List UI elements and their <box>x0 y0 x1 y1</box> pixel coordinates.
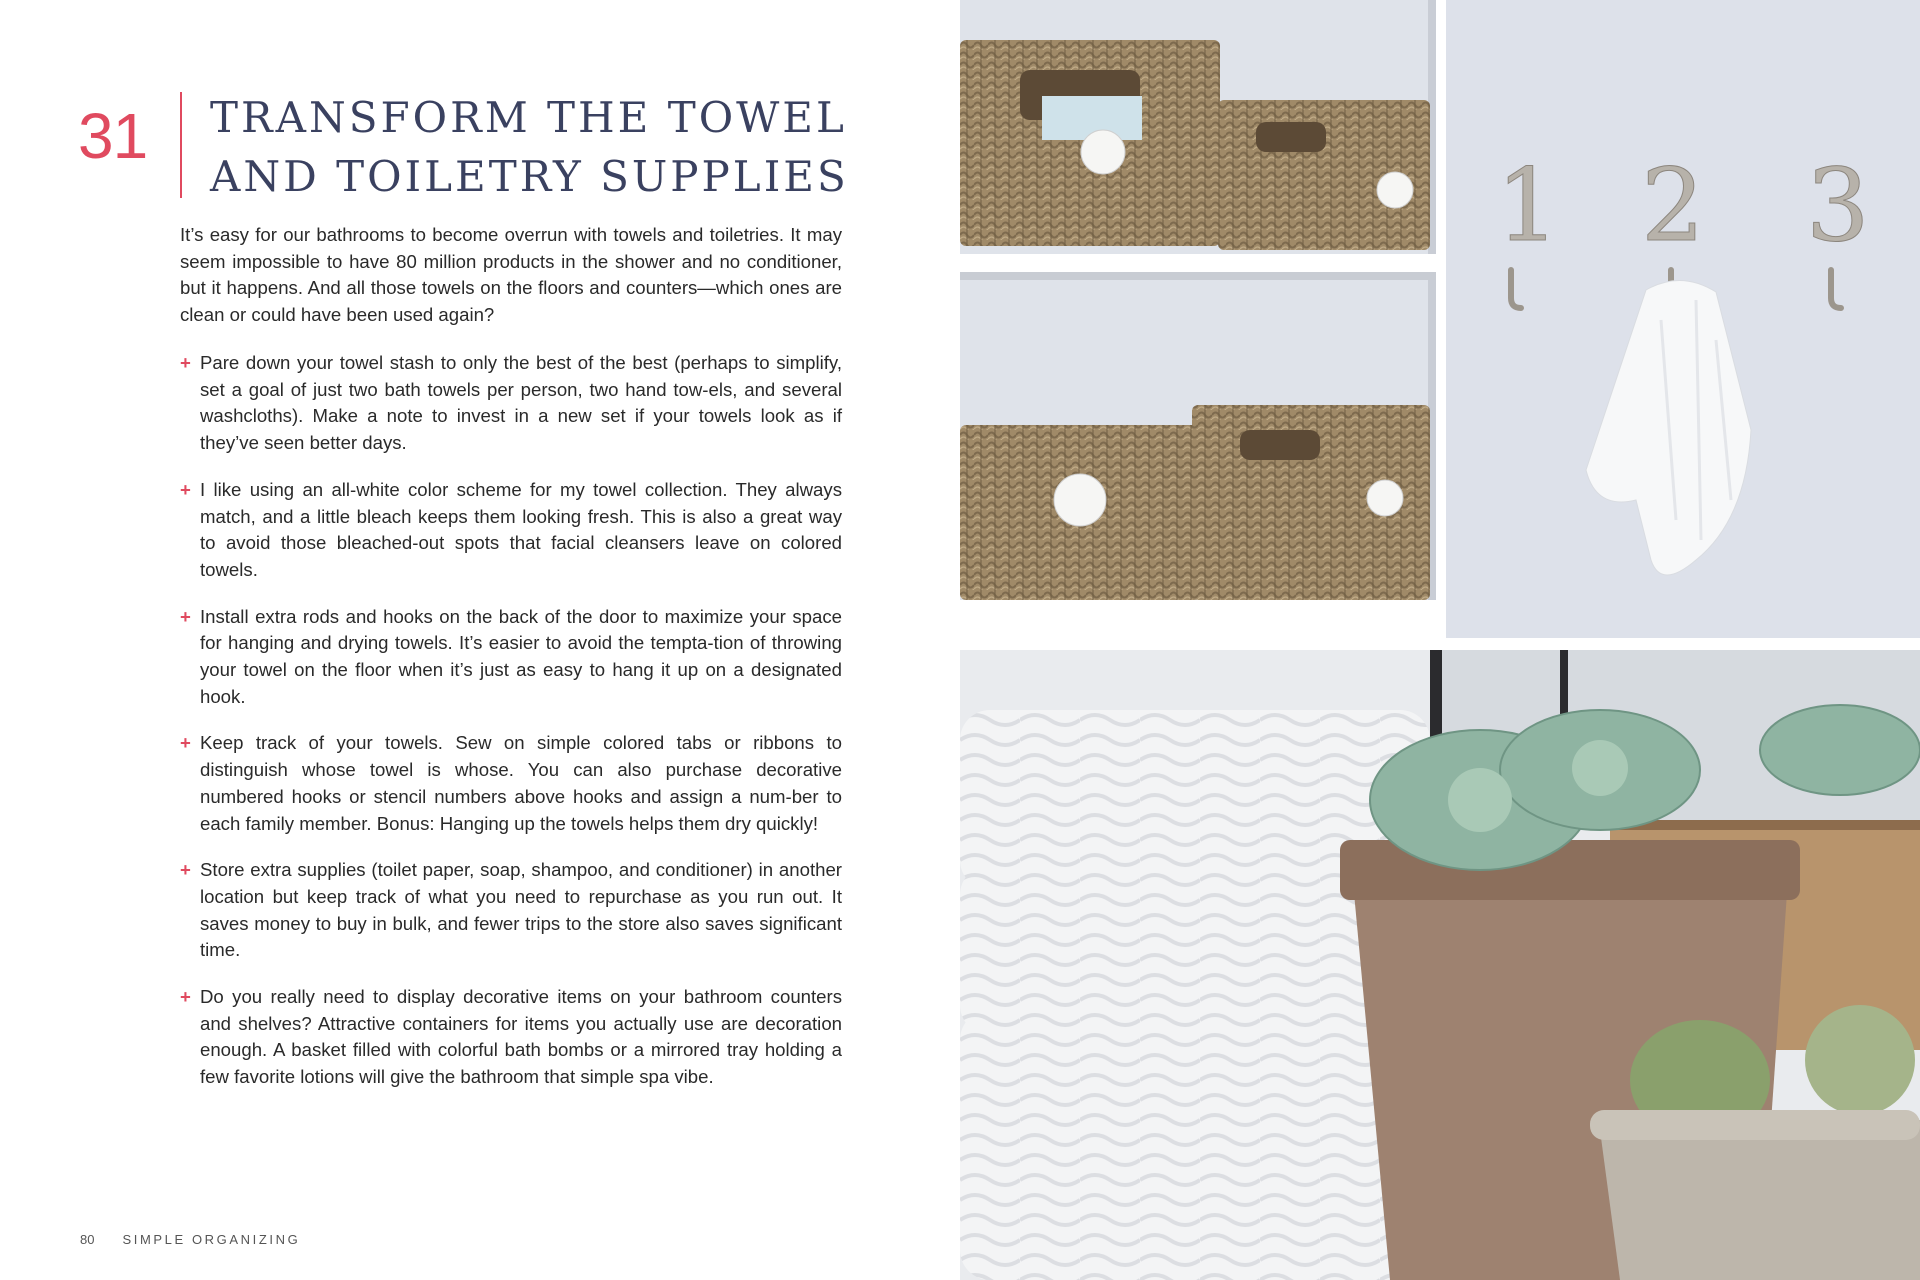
list-item <box>180 984 842 1091</box>
list-item <box>180 350 842 457</box>
tip-title <box>210 88 890 206</box>
title-divider <box>180 92 182 198</box>
plus-icon: + <box>180 859 191 881</box>
list-item <box>180 730 842 837</box>
hook-number-2: 2 <box>1641 147 1705 264</box>
plus-icon: + <box>180 352 191 373</box>
hook-number-3: 3 <box>1806 147 1870 264</box>
page-footer <box>80 1232 300 1247</box>
list-item-text: Keep track of your towels. Sew on simple colored tabs or ribbons to distinguish whose towel is whose. You can also purchase decorative numbered hooks or stencil numbers above hooks and assign a num-ber to each family member. Bonus: Hanging up the towels helps them dry quickly! <box>200 732 842 834</box>
list-item-text: Pare down your towel stash to only the best of the best (perhaps to simplify, set a goal of just two bath towels per person, two hand tow-els, and several washcloths). Make a note to invest in a new set if your towels look as if they’ve seen better days. <box>200 352 842 454</box>
towels-succulents-photo <box>960 650 1920 1280</box>
tip-title-line2: AND TOILETRY SUPPLIES <box>210 152 849 201</box>
list-item <box>180 857 842 964</box>
tip-title-line1: TRANSFORM THE TOWEL <box>210 93 847 142</box>
intro-paragraph: It’s easy for our bathrooms to become overrun with towels and toiletries. It may seem impossible to have 80 million products in the shower and no conditioner, but it happens. And all those towels on the floors and counters—which ones are clean or could have been used again? <box>180 224 842 326</box>
list-item <box>180 604 842 711</box>
plus-icon: + <box>180 605 191 627</box>
tips-list <box>180 350 842 1111</box>
plus-icon: + <box>180 478 191 500</box>
plus-icon: + <box>180 732 191 754</box>
hooks-photo <box>1446 0 1920 638</box>
list-item-text: Do you really need to display decorative items on your bathroom counters and shelves? Attractive containers for items you actually use are decoration enough. A basket filled with colorful bath bombs or a mirrored tray holding a few favorite lotions will give the bathroom that simple spa vibe. <box>200 986 842 1088</box>
list-item-text: I like using an all-white color scheme for my towel collection. They always match, and a little bleach keeps them looking fresh. This is also a great way to avoid those bleached-out spots that facial cleansers leave on colored towels. <box>200 478 842 580</box>
list-item-text: Install extra rods and hooks on the back of the door to maximize your space for hanging and drying towels. It’s easier to avoid the tempta-tion of throwing your towel on the floor when it’s just as easy to hang it up on a designated hook. <box>200 605 842 707</box>
page-number: 80 <box>80 1232 95 1247</box>
list-item-text: Store extra supplies (toilet paper, soap, shampoo, and conditioner) in another location but keep track of what you need to repurchase as you run out. It saves money to buy in bulk, and fewer trips to the store also saves significant time. <box>200 859 842 961</box>
hook-number-1: 1 <box>1496 147 1560 264</box>
plus-icon: + <box>180 986 191 1008</box>
book-title: SIMPLE ORGANIZING <box>122 1232 301 1247</box>
tip-number: 31 <box>78 100 148 172</box>
list-item <box>180 477 842 584</box>
baskets-photo <box>960 0 1436 638</box>
text-page <box>0 0 958 1280</box>
